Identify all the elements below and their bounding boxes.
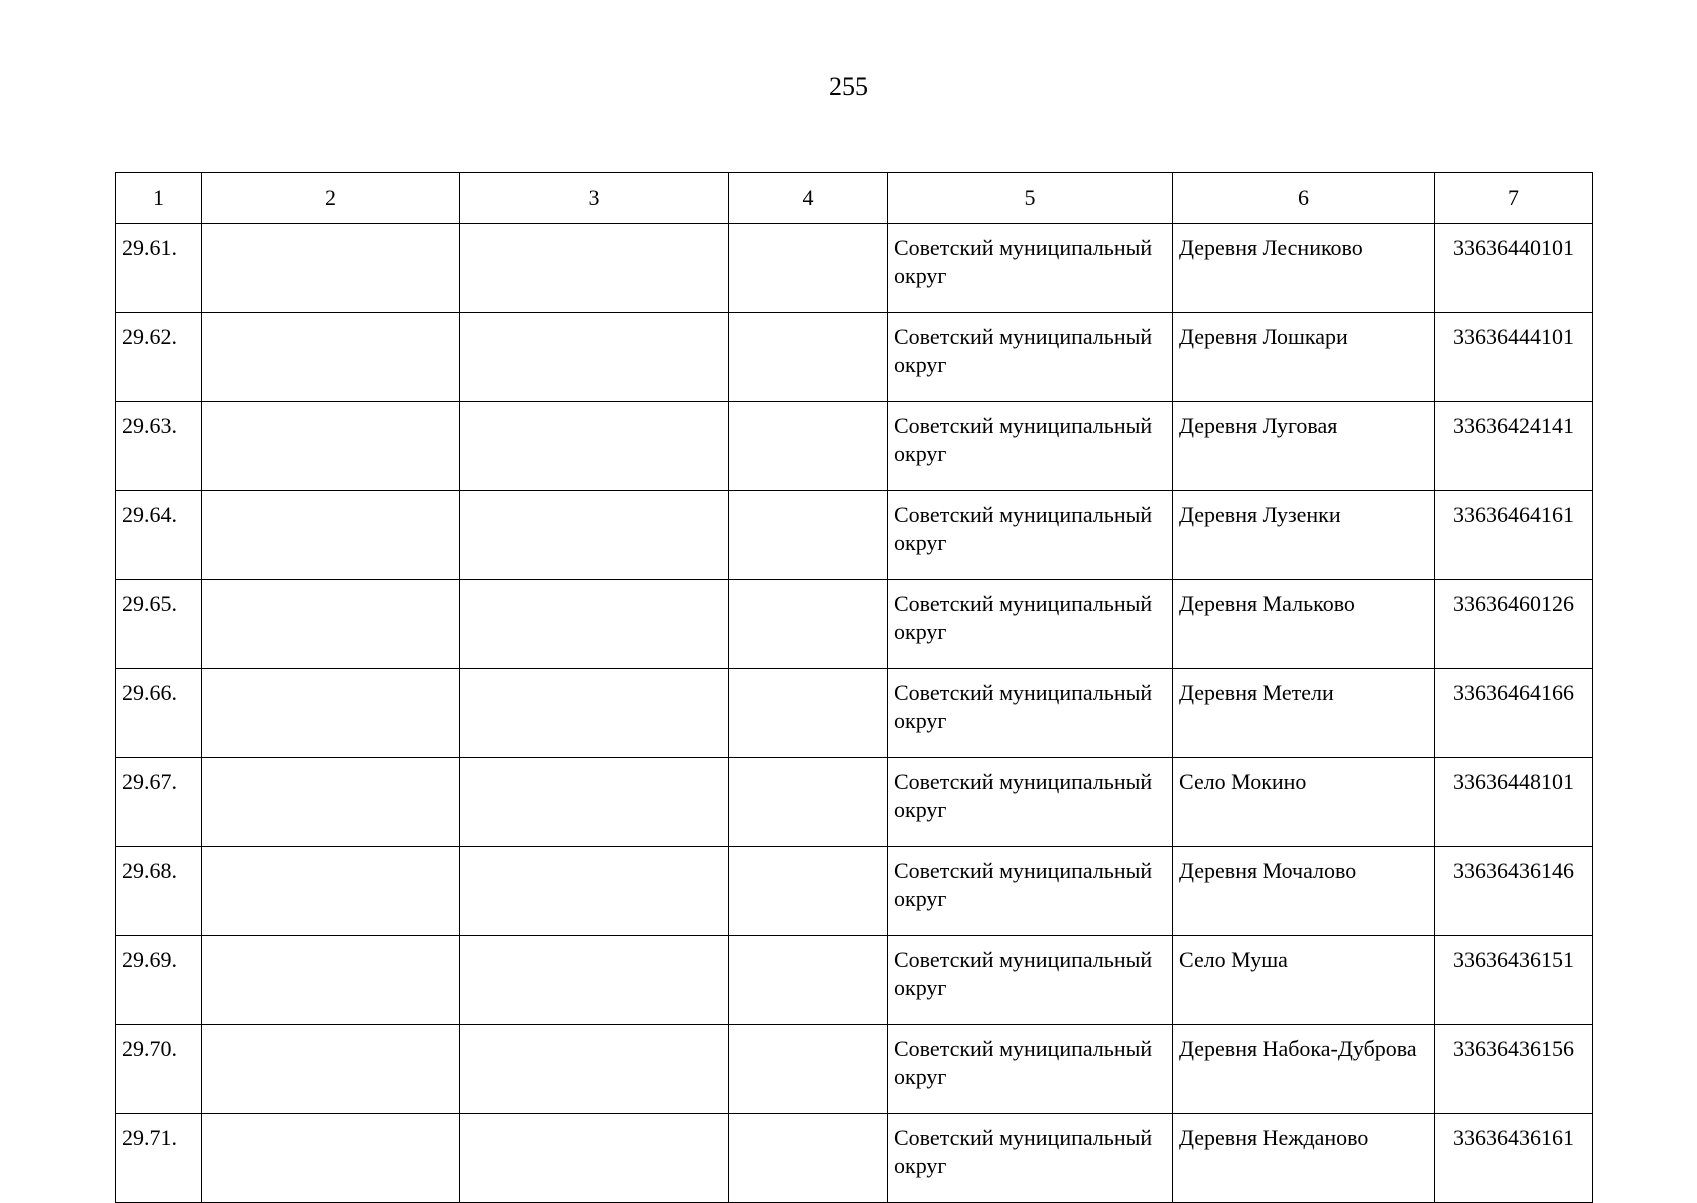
row-number-cell: 29.70. xyxy=(116,1025,202,1114)
table-row xyxy=(116,491,1593,580)
column-2-cell xyxy=(202,402,460,491)
district-cell: Советский муниципальный округ xyxy=(888,402,1173,491)
row-number-cell: 29.64. xyxy=(116,491,202,580)
row-number-cell: 29.67. xyxy=(116,758,202,847)
table-row xyxy=(116,224,1593,313)
column-3-cell xyxy=(460,1114,729,1203)
row-number-cell: 29.62. xyxy=(116,313,202,402)
column-3-cell xyxy=(460,580,729,669)
column-3-cell xyxy=(460,936,729,1025)
row-number-cell: 29.65. xyxy=(116,580,202,669)
district-cell: Советский муниципальный округ xyxy=(888,847,1173,936)
table-row xyxy=(116,758,1593,847)
district-cell: Советский муниципальный округ xyxy=(888,491,1173,580)
column-3-cell xyxy=(460,491,729,580)
column-header-7: 7 xyxy=(1435,173,1593,224)
district-cell: Советский муниципальный округ xyxy=(888,1114,1173,1203)
settlement-cell: Деревня Лесниково xyxy=(1173,224,1435,313)
settlement-cell: Деревня Мальково xyxy=(1173,580,1435,669)
column-2-cell xyxy=(202,758,460,847)
code-cell: 33636424141 xyxy=(1435,402,1593,491)
column-4-cell xyxy=(729,224,888,313)
code-cell: 33636460126 xyxy=(1435,580,1593,669)
column-4-cell xyxy=(729,1114,888,1203)
column-header-3: 3 xyxy=(460,173,729,224)
settlement-cell: Деревня Метели xyxy=(1173,669,1435,758)
data-table xyxy=(115,172,1593,1203)
column-4-cell xyxy=(729,669,888,758)
district-cell: Советский муниципальный округ xyxy=(888,936,1173,1025)
code-cell: 33636464161 xyxy=(1435,491,1593,580)
district-cell: Советский муниципальный округ xyxy=(888,224,1173,313)
settlement-cell: Деревня Лузенки xyxy=(1173,491,1435,580)
table-row xyxy=(116,580,1593,669)
district-cell: Советский муниципальный округ xyxy=(888,758,1173,847)
table-row xyxy=(116,669,1593,758)
district-cell: Советский муниципальный округ xyxy=(888,1025,1173,1114)
column-4-cell xyxy=(729,936,888,1025)
column-3-cell xyxy=(460,669,729,758)
settlement-cell: Село Мокино xyxy=(1173,758,1435,847)
column-4-cell xyxy=(729,847,888,936)
settlement-cell: Деревня Нежданово xyxy=(1173,1114,1435,1203)
code-cell: 33636436151 xyxy=(1435,936,1593,1025)
column-4-cell xyxy=(729,313,888,402)
table-row xyxy=(116,936,1593,1025)
column-4-cell xyxy=(729,580,888,669)
code-cell: 33636436161 xyxy=(1435,1114,1593,1203)
settlement-cell: Деревня Набока-Дуброва xyxy=(1173,1025,1435,1114)
column-3-cell xyxy=(460,313,729,402)
page-number: 255 xyxy=(829,72,868,101)
column-2-cell xyxy=(202,847,460,936)
settlement-cell: Деревня Лошкари xyxy=(1173,313,1435,402)
code-cell: 33636440101 xyxy=(1435,224,1593,313)
district-cell: Советский муниципальный округ xyxy=(888,669,1173,758)
district-cell: Советский муниципальный округ xyxy=(888,580,1173,669)
code-cell: 33636464166 xyxy=(1435,669,1593,758)
row-number-cell: 29.71. xyxy=(116,1114,202,1203)
column-header-5: 5 xyxy=(888,173,1173,224)
column-2-cell xyxy=(202,313,460,402)
table-row xyxy=(116,847,1593,936)
table-header-row xyxy=(116,173,1593,224)
settlement-cell: Село Муша xyxy=(1173,936,1435,1025)
table-row xyxy=(116,1114,1593,1203)
table-row xyxy=(116,402,1593,491)
column-3-cell xyxy=(460,224,729,313)
table-row xyxy=(116,1025,1593,1114)
column-4-cell xyxy=(729,491,888,580)
column-header-4: 4 xyxy=(729,173,888,224)
code-cell: 33636444101 xyxy=(1435,313,1593,402)
code-cell: 33636436156 xyxy=(1435,1025,1593,1114)
row-number-cell: 29.63. xyxy=(116,402,202,491)
column-3-cell xyxy=(460,847,729,936)
column-header-2: 2 xyxy=(202,173,460,224)
district-cell: Советский муниципальный округ xyxy=(888,313,1173,402)
column-2-cell xyxy=(202,491,460,580)
column-2-cell xyxy=(202,1114,460,1203)
column-4-cell xyxy=(729,1025,888,1114)
column-header-6: 6 xyxy=(1173,173,1435,224)
column-2-cell xyxy=(202,1025,460,1114)
row-number-cell: 29.61. xyxy=(116,224,202,313)
settlement-cell: Деревня Луговая xyxy=(1173,402,1435,491)
column-header-1: 1 xyxy=(116,173,202,224)
column-4-cell xyxy=(729,758,888,847)
column-4-cell xyxy=(729,402,888,491)
column-2-cell xyxy=(202,669,460,758)
column-3-cell xyxy=(460,758,729,847)
table-row xyxy=(116,313,1593,402)
row-number-cell: 29.68. xyxy=(116,847,202,936)
code-cell: 33636448101 xyxy=(1435,758,1593,847)
column-3-cell xyxy=(460,1025,729,1114)
code-cell: 33636436146 xyxy=(1435,847,1593,936)
column-2-cell xyxy=(202,224,460,313)
column-2-cell xyxy=(202,580,460,669)
row-number-cell: 29.66. xyxy=(116,669,202,758)
column-2-cell xyxy=(202,936,460,1025)
settlement-cell: Деревня Мочалово xyxy=(1173,847,1435,936)
column-3-cell xyxy=(460,402,729,491)
row-number-cell: 29.69. xyxy=(116,936,202,1025)
